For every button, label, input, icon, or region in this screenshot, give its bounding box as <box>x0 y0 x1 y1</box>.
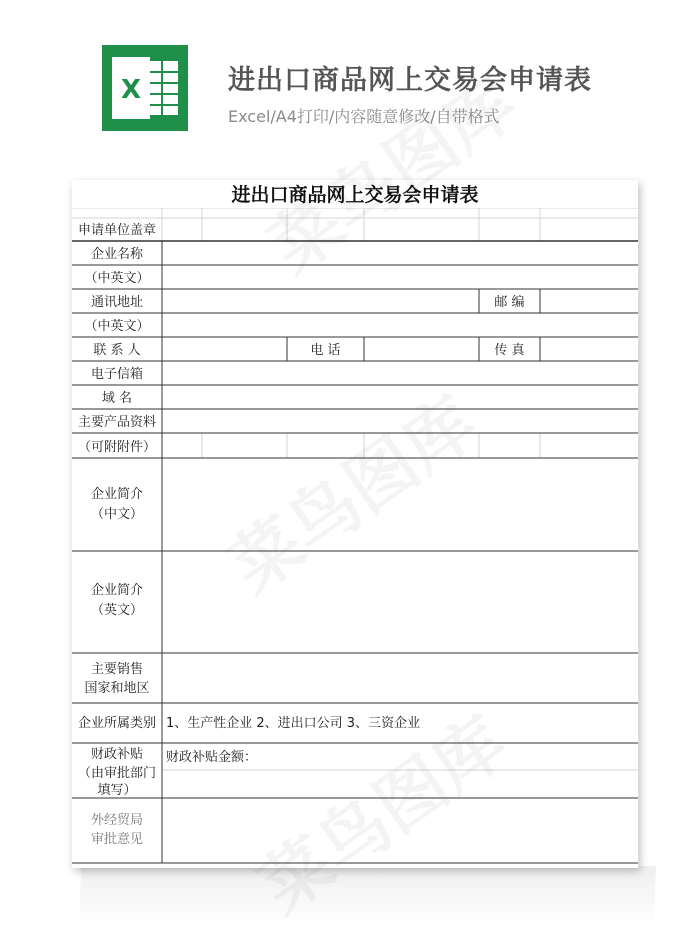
intro-en-label: 企业简介 <box>90 583 143 598</box>
products-label: 主要产品资料 <box>77 415 156 430</box>
excel-logo-icon <box>102 45 188 131</box>
logo-letter: X <box>120 75 142 105</box>
intro-cn-label: 企业简介 <box>90 487 143 502</box>
address-label: 通讯地址 <box>90 295 143 310</box>
company-name-lang-label: （中英文） <box>84 271 150 286</box>
subsidy-note-label: （由审批部门 <box>77 766 156 781</box>
page-subtitle: Excel/A4打印/内容随意修改/自带格式 <box>228 107 500 126</box>
subsidy-amount-label: 财政补贴金额： <box>166 750 258 765</box>
approval-opinion-label: 审批意见 <box>90 832 143 847</box>
intro-cn-lang-label: （中文） <box>90 507 143 522</box>
approval-label: 外经贸局 <box>90 813 143 828</box>
intro-en-lang-label: （英文） <box>90 603 143 618</box>
contact-label: 联 系 人 <box>93 343 141 358</box>
category-options: 1、生产性企业 2、进出口公司 3、三资企业 <box>166 716 421 731</box>
form-title: 进出口商品网上交易会申请表 <box>231 184 479 206</box>
domain-label: 域 名 <box>101 391 133 406</box>
sales-label: 主要销售 <box>90 662 143 677</box>
form-grid <box>72 208 638 868</box>
company-name-label: 企业名称 <box>90 247 143 262</box>
category-label: 企业所属类别 <box>77 716 156 731</box>
page-title: 进出口商品网上交易会申请表 <box>228 65 592 96</box>
fax-label: 传 真 <box>494 343 525 358</box>
phone-label: 电 话 <box>310 343 341 358</box>
subsidy-note-end-label: 填写） <box>97 783 137 798</box>
postcode-label: 邮 编 <box>494 295 525 310</box>
sales-region-label: 国家和地区 <box>84 681 150 696</box>
subsidy-label: 财政补贴 <box>90 747 143 762</box>
paper-shadow <box>79 866 656 926</box>
products-note-label: （可附附件） <box>77 440 156 455</box>
seal-label: 申请单位盖章 <box>78 223 157 238</box>
form-sheet <box>72 180 638 868</box>
address-lang-label: （中英文） <box>84 319 150 334</box>
email-label: 电子信箱 <box>90 367 143 382</box>
